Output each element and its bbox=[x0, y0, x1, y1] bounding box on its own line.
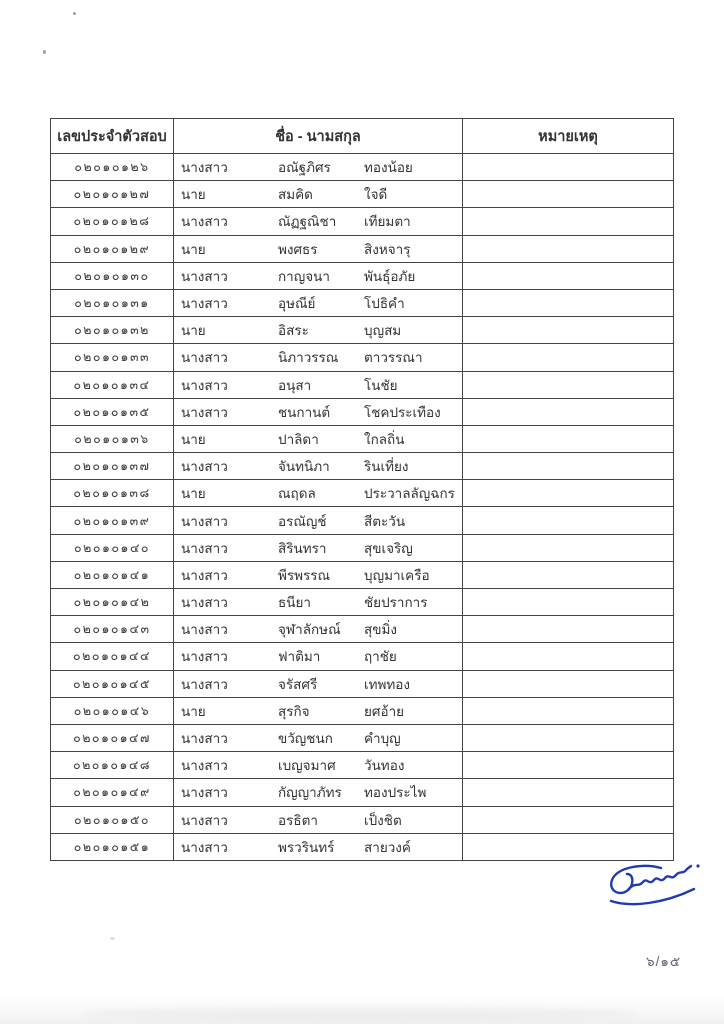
candidate-title: นางสาว bbox=[181, 731, 228, 747]
candidate-title: นางสาว bbox=[181, 567, 228, 583]
candidate-title: นางสาว bbox=[181, 649, 228, 665]
column-header-name: ชื่อ - นามสกุล bbox=[174, 119, 463, 154]
candidate-id: ๐๒๐๑๐๑๓๔ bbox=[51, 371, 174, 398]
candidate-last-name: เทพทอง bbox=[364, 676, 411, 692]
candidate-name-cell bbox=[174, 480, 463, 507]
remark-cell bbox=[463, 425, 674, 452]
candidate-id: ๐๒๐๑๐๑๓๖ bbox=[51, 425, 174, 452]
candidate-last-name: เป็งชิต bbox=[364, 812, 402, 828]
remark-cell bbox=[463, 181, 674, 208]
candidate-title: นางสาว bbox=[181, 377, 228, 393]
candidate-last-name: เทียมตา bbox=[364, 214, 411, 230]
candidate-id: ๐๒๐๑๐๑๕๑ bbox=[51, 833, 174, 860]
remark-cell bbox=[463, 398, 674, 425]
candidate-id: ๐๒๐๑๐๑๔๗ bbox=[51, 724, 174, 751]
candidate-id: ๐๒๐๑๐๑๔๙ bbox=[51, 779, 174, 806]
table-row bbox=[51, 534, 674, 561]
table-row bbox=[51, 752, 674, 779]
candidate-title: นางสาว bbox=[181, 296, 228, 312]
table-row bbox=[51, 833, 674, 860]
candidate-id: ๐๒๐๑๐๑๒๘ bbox=[51, 208, 174, 235]
table-row bbox=[51, 779, 674, 806]
candidate-name-cell bbox=[174, 752, 463, 779]
candidate-title: นาย bbox=[181, 241, 206, 257]
candidate-id: ๐๒๐๑๐๑๓๕ bbox=[51, 398, 174, 425]
candidate-title: นางสาว bbox=[181, 595, 228, 611]
candidate-first-name: สมคิด bbox=[278, 187, 313, 203]
candidate-name-cell bbox=[174, 262, 463, 289]
candidate-title: นางสาว bbox=[181, 459, 228, 475]
scan-smudge bbox=[110, 937, 115, 940]
candidate-first-name: เบญจมาศ bbox=[278, 758, 336, 774]
candidate-name-cell bbox=[174, 670, 463, 697]
remark-cell bbox=[463, 670, 674, 697]
candidate-first-name: สุรกิจ bbox=[278, 703, 310, 719]
candidate-name-cell bbox=[174, 561, 463, 588]
candidate-id: ๐๒๐๑๐๑๓๑ bbox=[51, 289, 174, 316]
remark-cell bbox=[463, 208, 674, 235]
candidate-last-name: สีตะวัน bbox=[364, 513, 406, 529]
candidate-first-name: กัญญาภัทร bbox=[278, 785, 342, 801]
candidate-last-name: ชัยปราการ bbox=[364, 595, 428, 611]
table-row bbox=[51, 398, 674, 425]
candidate-roster-table bbox=[50, 118, 674, 861]
candidate-name-cell bbox=[174, 154, 463, 181]
candidate-first-name: ธนียา bbox=[278, 595, 311, 611]
scan-speck bbox=[72, 11, 76, 15]
candidate-last-name: ทองประไพ bbox=[364, 785, 427, 801]
candidate-name-cell bbox=[174, 806, 463, 833]
handwritten-signature bbox=[597, 861, 707, 913]
candidate-first-name: อณัฐภิศร bbox=[278, 160, 331, 176]
candidate-id: ๐๒๐๑๐๑๓๐ bbox=[51, 262, 174, 289]
candidate-name-cell bbox=[174, 425, 463, 452]
remark-cell bbox=[463, 779, 674, 806]
table-row bbox=[51, 724, 674, 751]
candidate-title: นางสาว bbox=[181, 540, 228, 556]
candidate-title: นาย bbox=[181, 431, 206, 447]
candidate-last-name: ใจดี bbox=[364, 187, 388, 203]
candidate-title: นางสาว bbox=[181, 350, 228, 366]
remark-cell bbox=[463, 344, 674, 371]
candidate-first-name: ขวัญชนก bbox=[278, 731, 333, 747]
candidate-id: ๐๒๐๑๐๑๓๗ bbox=[51, 453, 174, 480]
table-row bbox=[51, 589, 674, 616]
candidate-name-cell bbox=[174, 779, 463, 806]
candidate-name-cell bbox=[174, 507, 463, 534]
candidate-title: นาย bbox=[181, 703, 206, 719]
candidate-first-name: จันทนิภา bbox=[278, 459, 330, 475]
candidate-last-name: สุขมิ่ง bbox=[364, 622, 397, 638]
table-row bbox=[51, 154, 674, 181]
candidate-last-name: โปธิคำ bbox=[364, 296, 405, 312]
table-row bbox=[51, 453, 674, 480]
candidate-title: นางสาว bbox=[181, 160, 228, 176]
candidate-name-cell bbox=[174, 534, 463, 561]
remark-cell bbox=[463, 752, 674, 779]
candidate-first-name: พงศธร bbox=[278, 241, 318, 257]
candidate-first-name: ชนกานต์ bbox=[278, 404, 331, 420]
candidate-id: ๐๒๐๑๐๑๔๒ bbox=[51, 589, 174, 616]
candidate-first-name: ณฤดล bbox=[278, 486, 316, 502]
candidate-name-cell bbox=[174, 833, 463, 860]
scan-speck bbox=[43, 50, 46, 54]
candidate-first-name: พีรพรรณ bbox=[278, 567, 331, 583]
candidate-title: นางสาว bbox=[181, 622, 228, 638]
candidate-first-name: อุษณีย์ bbox=[278, 296, 316, 312]
remark-cell bbox=[463, 534, 674, 561]
remark-cell bbox=[463, 480, 674, 507]
candidate-name-cell bbox=[174, 616, 463, 643]
candidate-title: นางสาว bbox=[181, 758, 228, 774]
table-row bbox=[51, 425, 674, 452]
candidate-title: นางสาว bbox=[181, 404, 228, 420]
candidate-name-cell bbox=[174, 289, 463, 316]
candidate-id: ๐๒๐๑๐๑๔๖ bbox=[51, 697, 174, 724]
remark-cell bbox=[463, 561, 674, 588]
candidate-last-name: ใกลถิ่น bbox=[364, 431, 405, 447]
candidate-last-name: สุขเจริญ bbox=[364, 540, 413, 556]
candidate-title: นางสาว bbox=[181, 676, 228, 692]
remark-cell bbox=[463, 371, 674, 398]
candidate-last-name: ทองน้อย bbox=[364, 160, 413, 176]
remark-cell bbox=[463, 453, 674, 480]
candidate-name-cell bbox=[174, 724, 463, 751]
candidate-first-name: พรวรินทร์ bbox=[278, 839, 335, 855]
remark-cell bbox=[463, 589, 674, 616]
table-row bbox=[51, 697, 674, 724]
candidate-last-name: ฤาชัย bbox=[364, 649, 397, 665]
table-row bbox=[51, 344, 674, 371]
candidate-last-name: วันทอง bbox=[364, 758, 405, 774]
remark-cell bbox=[463, 616, 674, 643]
candidate-title: นางสาว bbox=[181, 214, 228, 230]
candidate-id: ๐๒๐๑๐๑๒๖ bbox=[51, 154, 174, 181]
candidate-id: ๐๒๐๑๐๑๓๒ bbox=[51, 317, 174, 344]
candidate-id: ๐๒๐๑๐๑๔๕ bbox=[51, 670, 174, 697]
remark-cell bbox=[463, 235, 674, 262]
table-row bbox=[51, 670, 674, 697]
table-header bbox=[51, 119, 674, 154]
candidate-last-name: ประวาลลัญฉกร bbox=[364, 486, 455, 502]
candidate-last-name: ตาวรรณา bbox=[364, 350, 423, 366]
candidate-title: นาย bbox=[181, 187, 206, 203]
remark-cell bbox=[463, 289, 674, 316]
candidate-id: ๐๒๐๑๐๑๒๙ bbox=[51, 235, 174, 262]
scan-edge-shadow bbox=[80, 1006, 640, 1020]
candidate-first-name: อรธิตา bbox=[278, 812, 318, 828]
remark-cell bbox=[463, 806, 674, 833]
candidate-name-cell bbox=[174, 235, 463, 262]
remark-cell bbox=[463, 262, 674, 289]
table-body bbox=[51, 154, 674, 861]
candidate-name-cell bbox=[174, 643, 463, 670]
candidate-last-name: สายวงค์ bbox=[364, 839, 411, 855]
candidate-last-name: รินเที่ยง bbox=[364, 459, 409, 475]
candidate-id: ๐๒๐๑๐๑๔๐ bbox=[51, 534, 174, 561]
remark-cell bbox=[463, 317, 674, 344]
candidate-title: นางสาว bbox=[181, 513, 228, 529]
candidate-first-name: จรัสศรี bbox=[278, 676, 318, 692]
candidate-first-name: อรณัญช์ bbox=[278, 513, 327, 529]
table-row bbox=[51, 371, 674, 398]
candidate-id: ๐๒๐๑๐๑๓๓ bbox=[51, 344, 174, 371]
candidate-id: ๐๒๐๑๐๑๔๑ bbox=[51, 561, 174, 588]
candidate-name-cell bbox=[174, 317, 463, 344]
candidate-title: นางสาว bbox=[181, 785, 228, 801]
remark-cell bbox=[463, 643, 674, 670]
table-row bbox=[51, 480, 674, 507]
candidate-title: นางสาว bbox=[181, 839, 228, 855]
candidate-id: ๐๒๐๑๐๑๒๗ bbox=[51, 181, 174, 208]
table-row bbox=[51, 561, 674, 588]
table-row bbox=[51, 317, 674, 344]
candidate-name-cell bbox=[174, 181, 463, 208]
candidate-id: ๐๒๐๑๐๑๕๐ bbox=[51, 806, 174, 833]
candidate-first-name: สิรินทรา bbox=[278, 540, 327, 556]
table-row bbox=[51, 806, 674, 833]
candidate-name-cell bbox=[174, 453, 463, 480]
table-row bbox=[51, 616, 674, 643]
candidate-last-name: โนชัย bbox=[364, 377, 398, 393]
table-row bbox=[51, 208, 674, 235]
candidate-first-name: จุฬาลักษณ์ bbox=[278, 622, 341, 638]
candidate-first-name: อิสระ bbox=[278, 323, 309, 339]
candidate-first-name: ณัฏฐณิชา bbox=[278, 214, 337, 230]
candidate-name-cell bbox=[174, 697, 463, 724]
candidate-first-name: ปาลิดา bbox=[278, 431, 319, 447]
candidate-last-name: บุญมาเครือ bbox=[364, 567, 430, 583]
candidate-title: นางสาว bbox=[181, 812, 228, 828]
column-header-remark: หมายเหตุ bbox=[463, 119, 674, 154]
candidate-title: นาย bbox=[181, 486, 206, 502]
candidate-last-name: คำบุญ bbox=[364, 731, 401, 747]
table-row bbox=[51, 507, 674, 534]
candidate-id: ๐๒๐๑๐๑๓๙ bbox=[51, 507, 174, 534]
candidate-name-cell bbox=[174, 589, 463, 616]
table-row bbox=[51, 643, 674, 670]
candidate-first-name: กาญจนา bbox=[278, 268, 330, 284]
remark-cell bbox=[463, 697, 674, 724]
candidate-name-cell bbox=[174, 398, 463, 425]
candidate-last-name: พันธุ์อภัย bbox=[364, 268, 416, 284]
remark-cell bbox=[463, 154, 674, 181]
table-row bbox=[51, 181, 674, 208]
table-row bbox=[51, 235, 674, 262]
candidate-last-name: โชคประเทือง bbox=[364, 404, 441, 420]
remark-cell bbox=[463, 724, 674, 751]
candidate-id: ๐๒๐๑๐๑๔๔ bbox=[51, 643, 174, 670]
column-header-candidate-id: เลขประจำตัวสอบ bbox=[51, 119, 174, 154]
candidate-title: นางสาว bbox=[181, 268, 228, 284]
candidate-name-cell bbox=[174, 371, 463, 398]
candidate-id: ๐๒๐๑๐๑๓๘ bbox=[51, 480, 174, 507]
candidate-last-name: บุญสม bbox=[364, 323, 402, 339]
candidate-title: นาย bbox=[181, 323, 206, 339]
candidate-name-cell bbox=[174, 344, 463, 371]
candidate-first-name: อนุสา bbox=[278, 377, 312, 393]
candidate-id: ๐๒๐๑๐๑๔๘ bbox=[51, 752, 174, 779]
page-number: ๖/๑๕ bbox=[646, 954, 682, 969]
candidate-first-name: นิภาวรรณ bbox=[278, 350, 339, 366]
remark-cell bbox=[463, 507, 674, 534]
candidate-last-name: สิงหจารุ bbox=[364, 241, 411, 257]
candidate-last-name: ยศอ้าย bbox=[364, 703, 405, 719]
candidate-id: ๐๒๐๑๐๑๔๓ bbox=[51, 616, 174, 643]
remark-cell bbox=[463, 833, 674, 860]
table-row bbox=[51, 262, 674, 289]
table-row bbox=[51, 289, 674, 316]
candidate-first-name: ฟาติมา bbox=[278, 649, 321, 665]
candidate-name-cell bbox=[174, 208, 463, 235]
